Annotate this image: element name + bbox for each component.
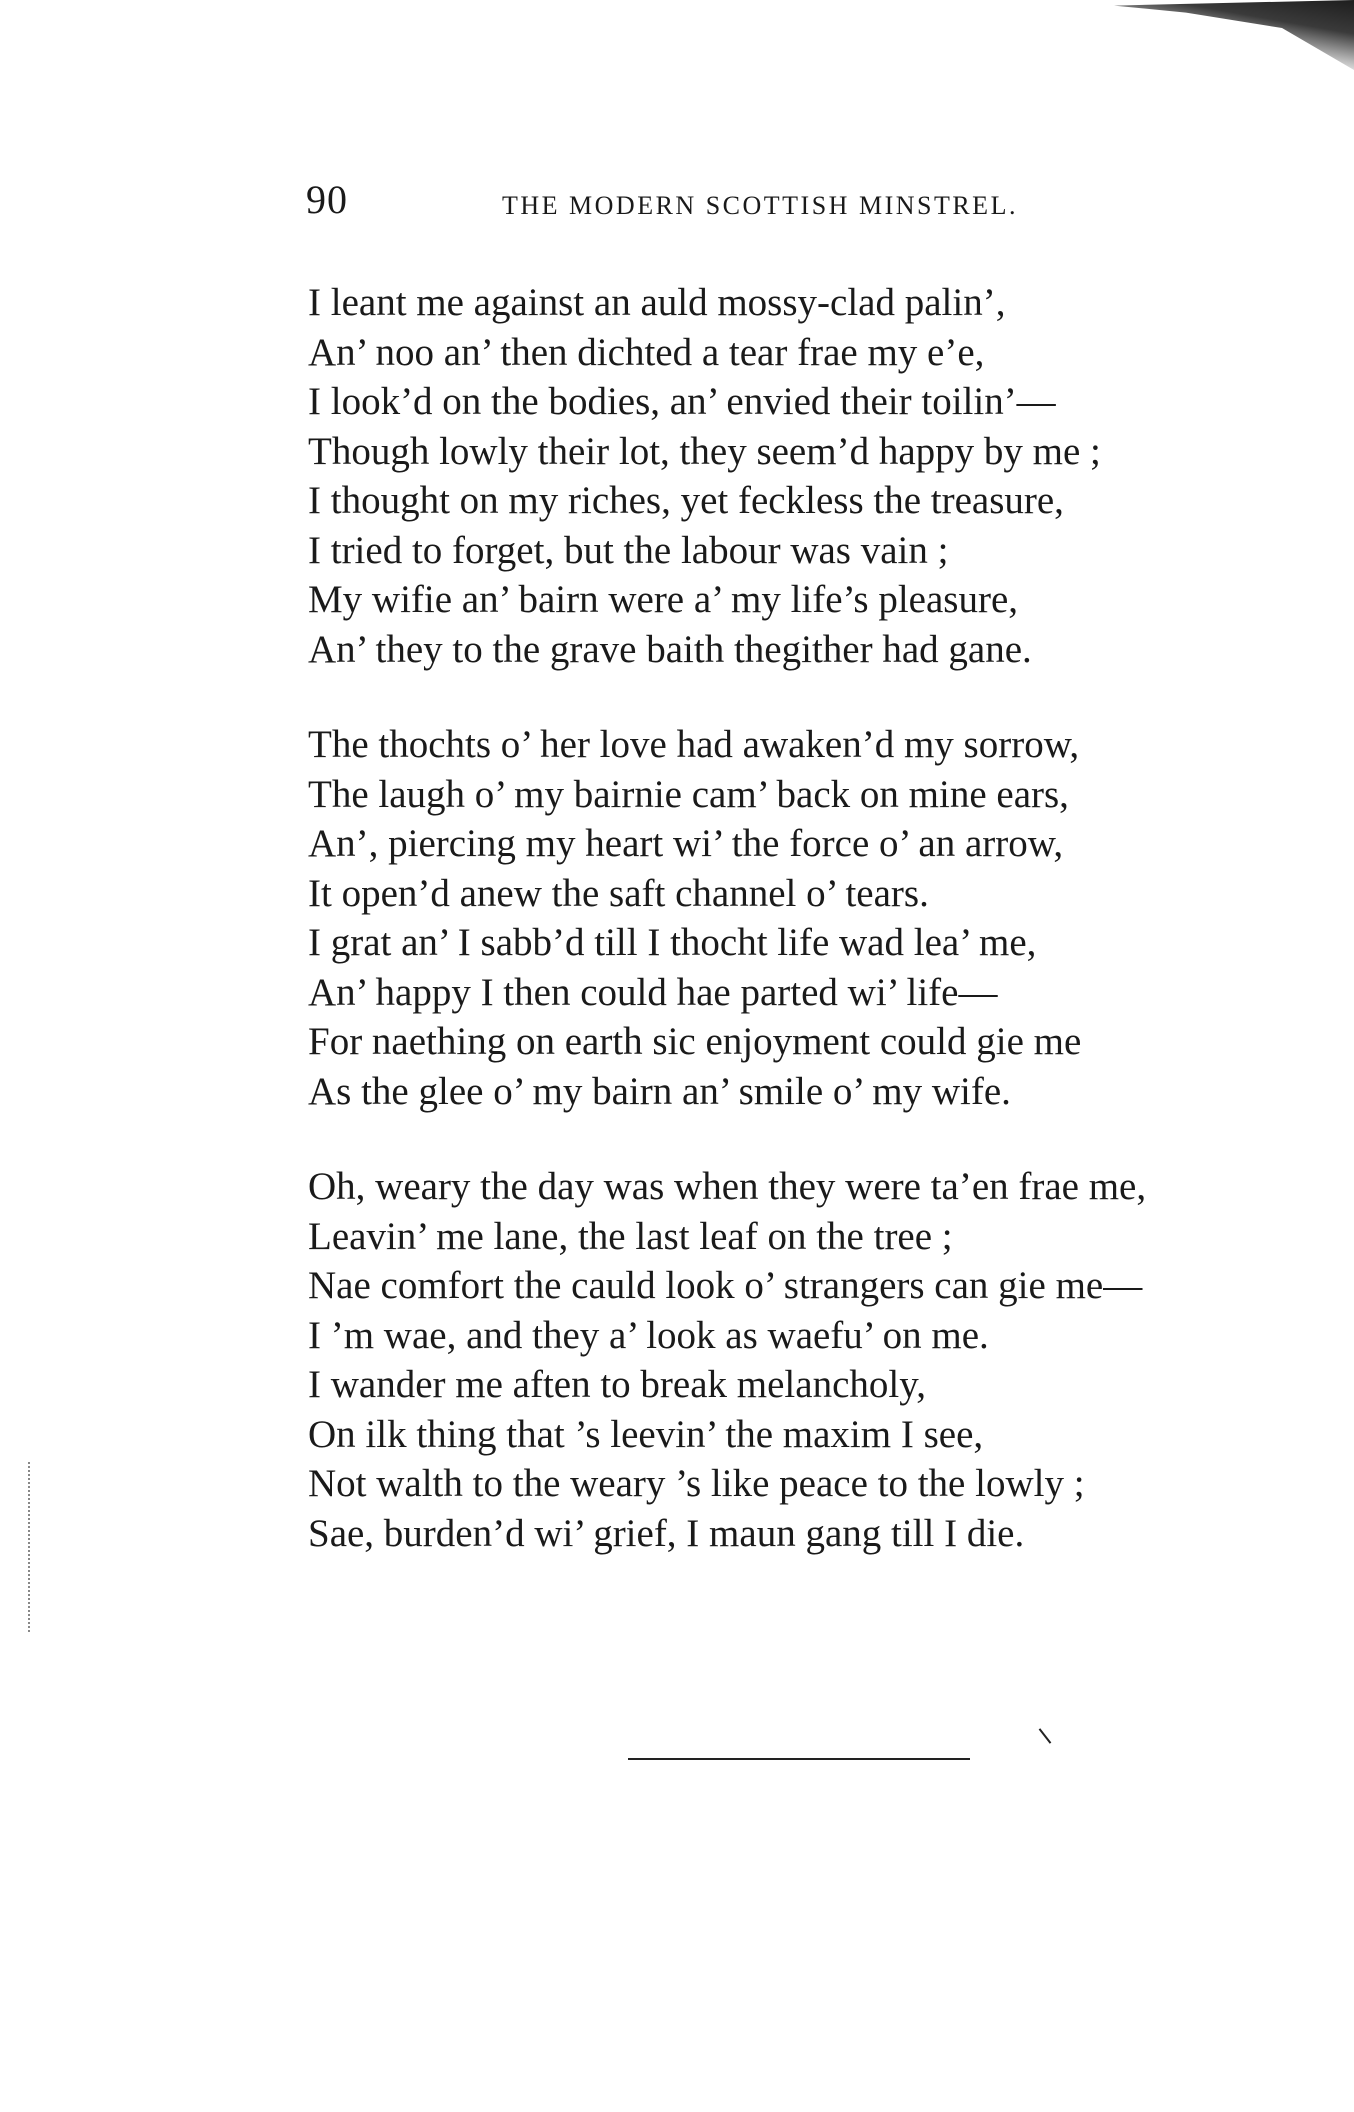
page-number: 90 [306,177,348,222]
running-title: THE MODERN SCOTTISH MINSTREL. [502,191,1018,220]
poem-line: Though lowly their lot, they seem’d happy by me ; [308,429,1101,473]
poem-line: An’, piercing my heart wi’ the force o’ an arrow, [308,822,1064,865]
poem-line: Oh, weary the day was when they were ta’en frae me, [308,1165,1147,1208]
poem-line: On ilk thing that ’s leevin’ the maxim I see, [308,1412,984,1456]
poem-line: I leant me against an auld mossy-clad palin’, [308,281,1006,324]
poem-line: I wander me aften to break melancholy, [308,1363,926,1406]
poem-line: Nae comfort the cauld look o’ strangers can gie me— [308,1264,1143,1307]
poem-line: The thochts o’ her love had awaken’d my sorrow, [308,723,1080,766]
end-rule [628,1758,970,1760]
poem-line: For naething on earth sic enjoyment could gie me [308,1020,1082,1063]
poem-line: As the glee o’ my bairn an’ smile o’ my wife. [308,1069,1011,1113]
poem-line: An’ noo an’ then dichted a tear frae my e’e, [308,330,985,374]
poem-line: Not walth to the weary ’s like peace to the lowly ; [308,1462,1085,1505]
poem-line: I tried to forget, but the labour was vain ; [308,528,949,572]
page-header [306,170,1096,230]
poem-line: Leavin’ me lane, the last leaf on the tree ; [308,1214,953,1258]
poem-line: I grat an’ I sabb’d till I thocht life wad lea’ me, [308,921,1037,964]
stanza-2 [308,720,1268,1116]
poem-line: The laugh o’ my bairnie cam’ back on mine ears, [308,772,1069,816]
poem-line: I thought on my riches, yet feckless the treasure, [308,479,1064,522]
poem-body [308,278,1268,1604]
poem-line: My wifie an’ bairn were a’ my life’s pleasure, [308,578,1019,621]
poem-line: I ’m wae, and they a’ look as waefu’ on me. [308,1313,989,1357]
poem-line: Sae, burden’d wi’ grief, I maun gang till I die. [308,1511,1025,1555]
stanza-3 [308,1162,1268,1558]
poem-line: I look’d on the bodies, an’ envied their toilin’— [308,380,1056,423]
scan-corner-shadow [1114,0,1354,70]
poem-line: An’ happy I then could hae parted wi’ life— [308,970,998,1014]
ink-mark [1039,1728,1052,1743]
stanza-1 [308,278,1268,674]
poem-line: It open’d anew the saft channel o’ tears. [308,871,929,915]
margin-marks [28,1462,36,1632]
poem-line: An’ they to the grave baith thegither had gane. [308,627,1032,671]
